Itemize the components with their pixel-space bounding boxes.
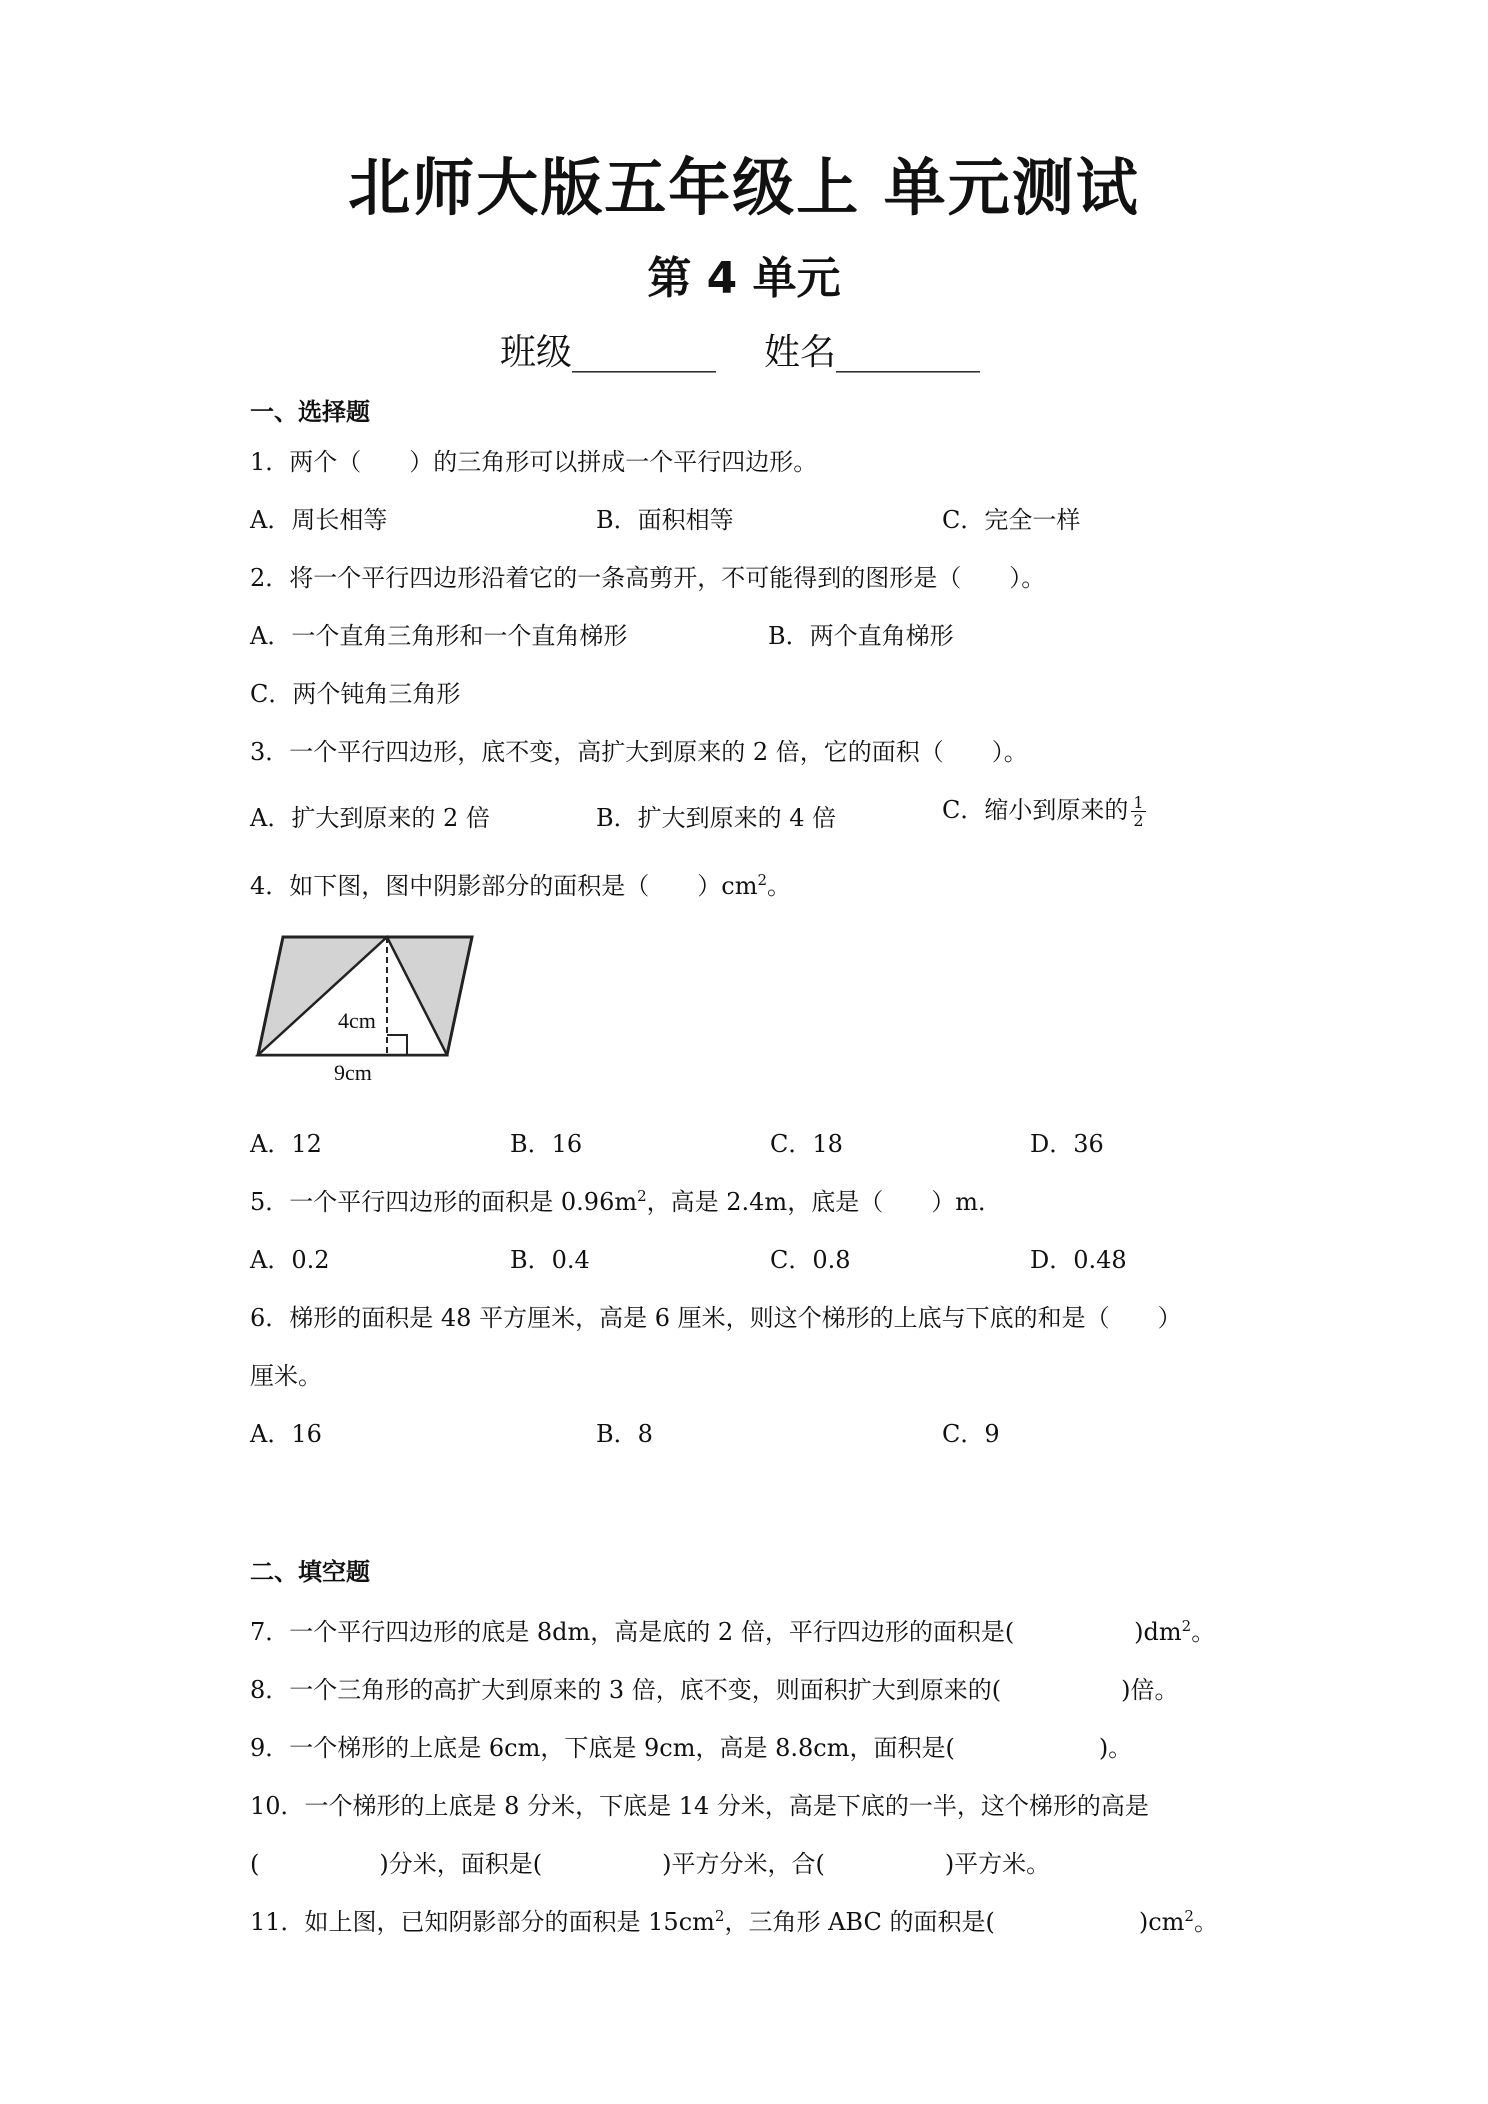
question-5: 5．一个平行四边形的面积是 $0.96m^2$，高是 2.4m，底是（ ）m． bbox=[250, 1187, 1002, 1216]
question-10-line1: 10．一个梯形的上底是 8 分米，下底是 14 分米，高是下底的一半，这个梯形的高是 bbox=[250, 1792, 1149, 1820]
q4-option-a[interactable]: A．12 bbox=[250, 1130, 322, 1158]
q2-option-c[interactable]: C．两个钝角三角形 bbox=[250, 680, 461, 708]
q3-option-b[interactable]: B．扩大到原来的 4 倍 bbox=[596, 804, 837, 832]
q6-option-b[interactable]: B．8 bbox=[596, 1420, 653, 1448]
question-10-line2: ( )分米，面积是( )平方分米，合( )平方米。 bbox=[250, 1850, 1051, 1878]
q5-option-b[interactable]: B．0.4 bbox=[510, 1246, 590, 1274]
question-6-line2: 厘米。 bbox=[250, 1362, 322, 1390]
q3-option-a[interactable]: A．扩大到原来的 2 倍 bbox=[250, 804, 490, 832]
q6-option-c[interactable]: C．9 bbox=[942, 1420, 1000, 1448]
q1-option-c[interactable]: C．完全一样 bbox=[942, 506, 1081, 534]
q4-option-d[interactable]: D．36 bbox=[1030, 1130, 1104, 1158]
question-3: 3．一个平行四边形，底不变，高扩大到原来的 2 倍，它的面积（ ）。 bbox=[250, 738, 1028, 766]
q6-option-a[interactable]: A．16 bbox=[250, 1420, 322, 1448]
q3-option-c-text: C．缩小到原来的 bbox=[942, 796, 1129, 824]
q3-option-c[interactable] bbox=[942, 790, 1146, 829]
q2-option-b[interactable]: B．两个直角梯形 bbox=[768, 622, 954, 650]
question-7: 7．一个平行四边形的底是 8dm，高是底的 2 倍，平行四边形的面积是( )$dm^2$。 bbox=[250, 1617, 1216, 1646]
name-field[interactable]: 姓名________ bbox=[764, 332, 981, 373]
question-4: 4．如下图，图中阴影部分的面积是（ ）$cm^2$。 bbox=[250, 871, 792, 900]
question-8: 8．一个三角形的高扩大到原来的 3 倍，底不变，则面积扩大到原来的( )倍。 bbox=[250, 1676, 1179, 1704]
unit-title: 第 4 单元 bbox=[647, 253, 841, 304]
q1-option-b[interactable]: B．面积相等 bbox=[596, 506, 734, 534]
section-heading-fill: 二、填空题 bbox=[250, 1558, 370, 1586]
q5-option-a[interactable]: A．0.2 bbox=[250, 1246, 330, 1274]
q5-option-c[interactable]: C．0.8 bbox=[770, 1246, 851, 1274]
q2-option-a[interactable]: A．一个直角三角形和一个直角梯形 bbox=[250, 622, 628, 650]
page-title: 北师大版五年级上 单元测试 bbox=[348, 151, 1140, 224]
question-1: 1．两个（ ）的三角形可以拼成一个平行四边形。 bbox=[250, 448, 818, 476]
class-field[interactable]: 班级________ bbox=[500, 332, 717, 373]
question-11: 11．如上图，已知阴影部分的面积是 $15cm^2$，三角形 ABC 的面积是( )$cm^2$。 bbox=[250, 1907, 1218, 1936]
base-label: 9cm bbox=[334, 1060, 372, 1085]
parallelogram-figure bbox=[250, 925, 480, 1085]
question-9: 9．一个梯形的上底是 6cm，下底是 9cm，高是 8.8cm，面积是( )。 bbox=[250, 1734, 1133, 1762]
section-heading-choice: 一、选择题 bbox=[250, 398, 370, 426]
fraction-one-half: $\frac{1}{2}$ bbox=[1133, 793, 1144, 830]
q5-option-d[interactable]: D．0.48 bbox=[1030, 1246, 1127, 1274]
q1-option-a[interactable]: A．周长相等 bbox=[250, 506, 388, 534]
question-2: 2．将一个平行四边形沿着它的一条高剪开，不可能得到的图形是（ ）。 bbox=[250, 564, 1046, 592]
q4-option-c[interactable]: C．18 bbox=[770, 1130, 843, 1158]
q4-option-b[interactable]: B．16 bbox=[510, 1130, 583, 1158]
height-label: 4cm bbox=[338, 1008, 376, 1033]
question-6-line1: 6．梯形的面积是 48 平方厘米，高是 6 厘米，则这个梯形的上底与下底的和是（ ） bbox=[250, 1304, 1182, 1332]
